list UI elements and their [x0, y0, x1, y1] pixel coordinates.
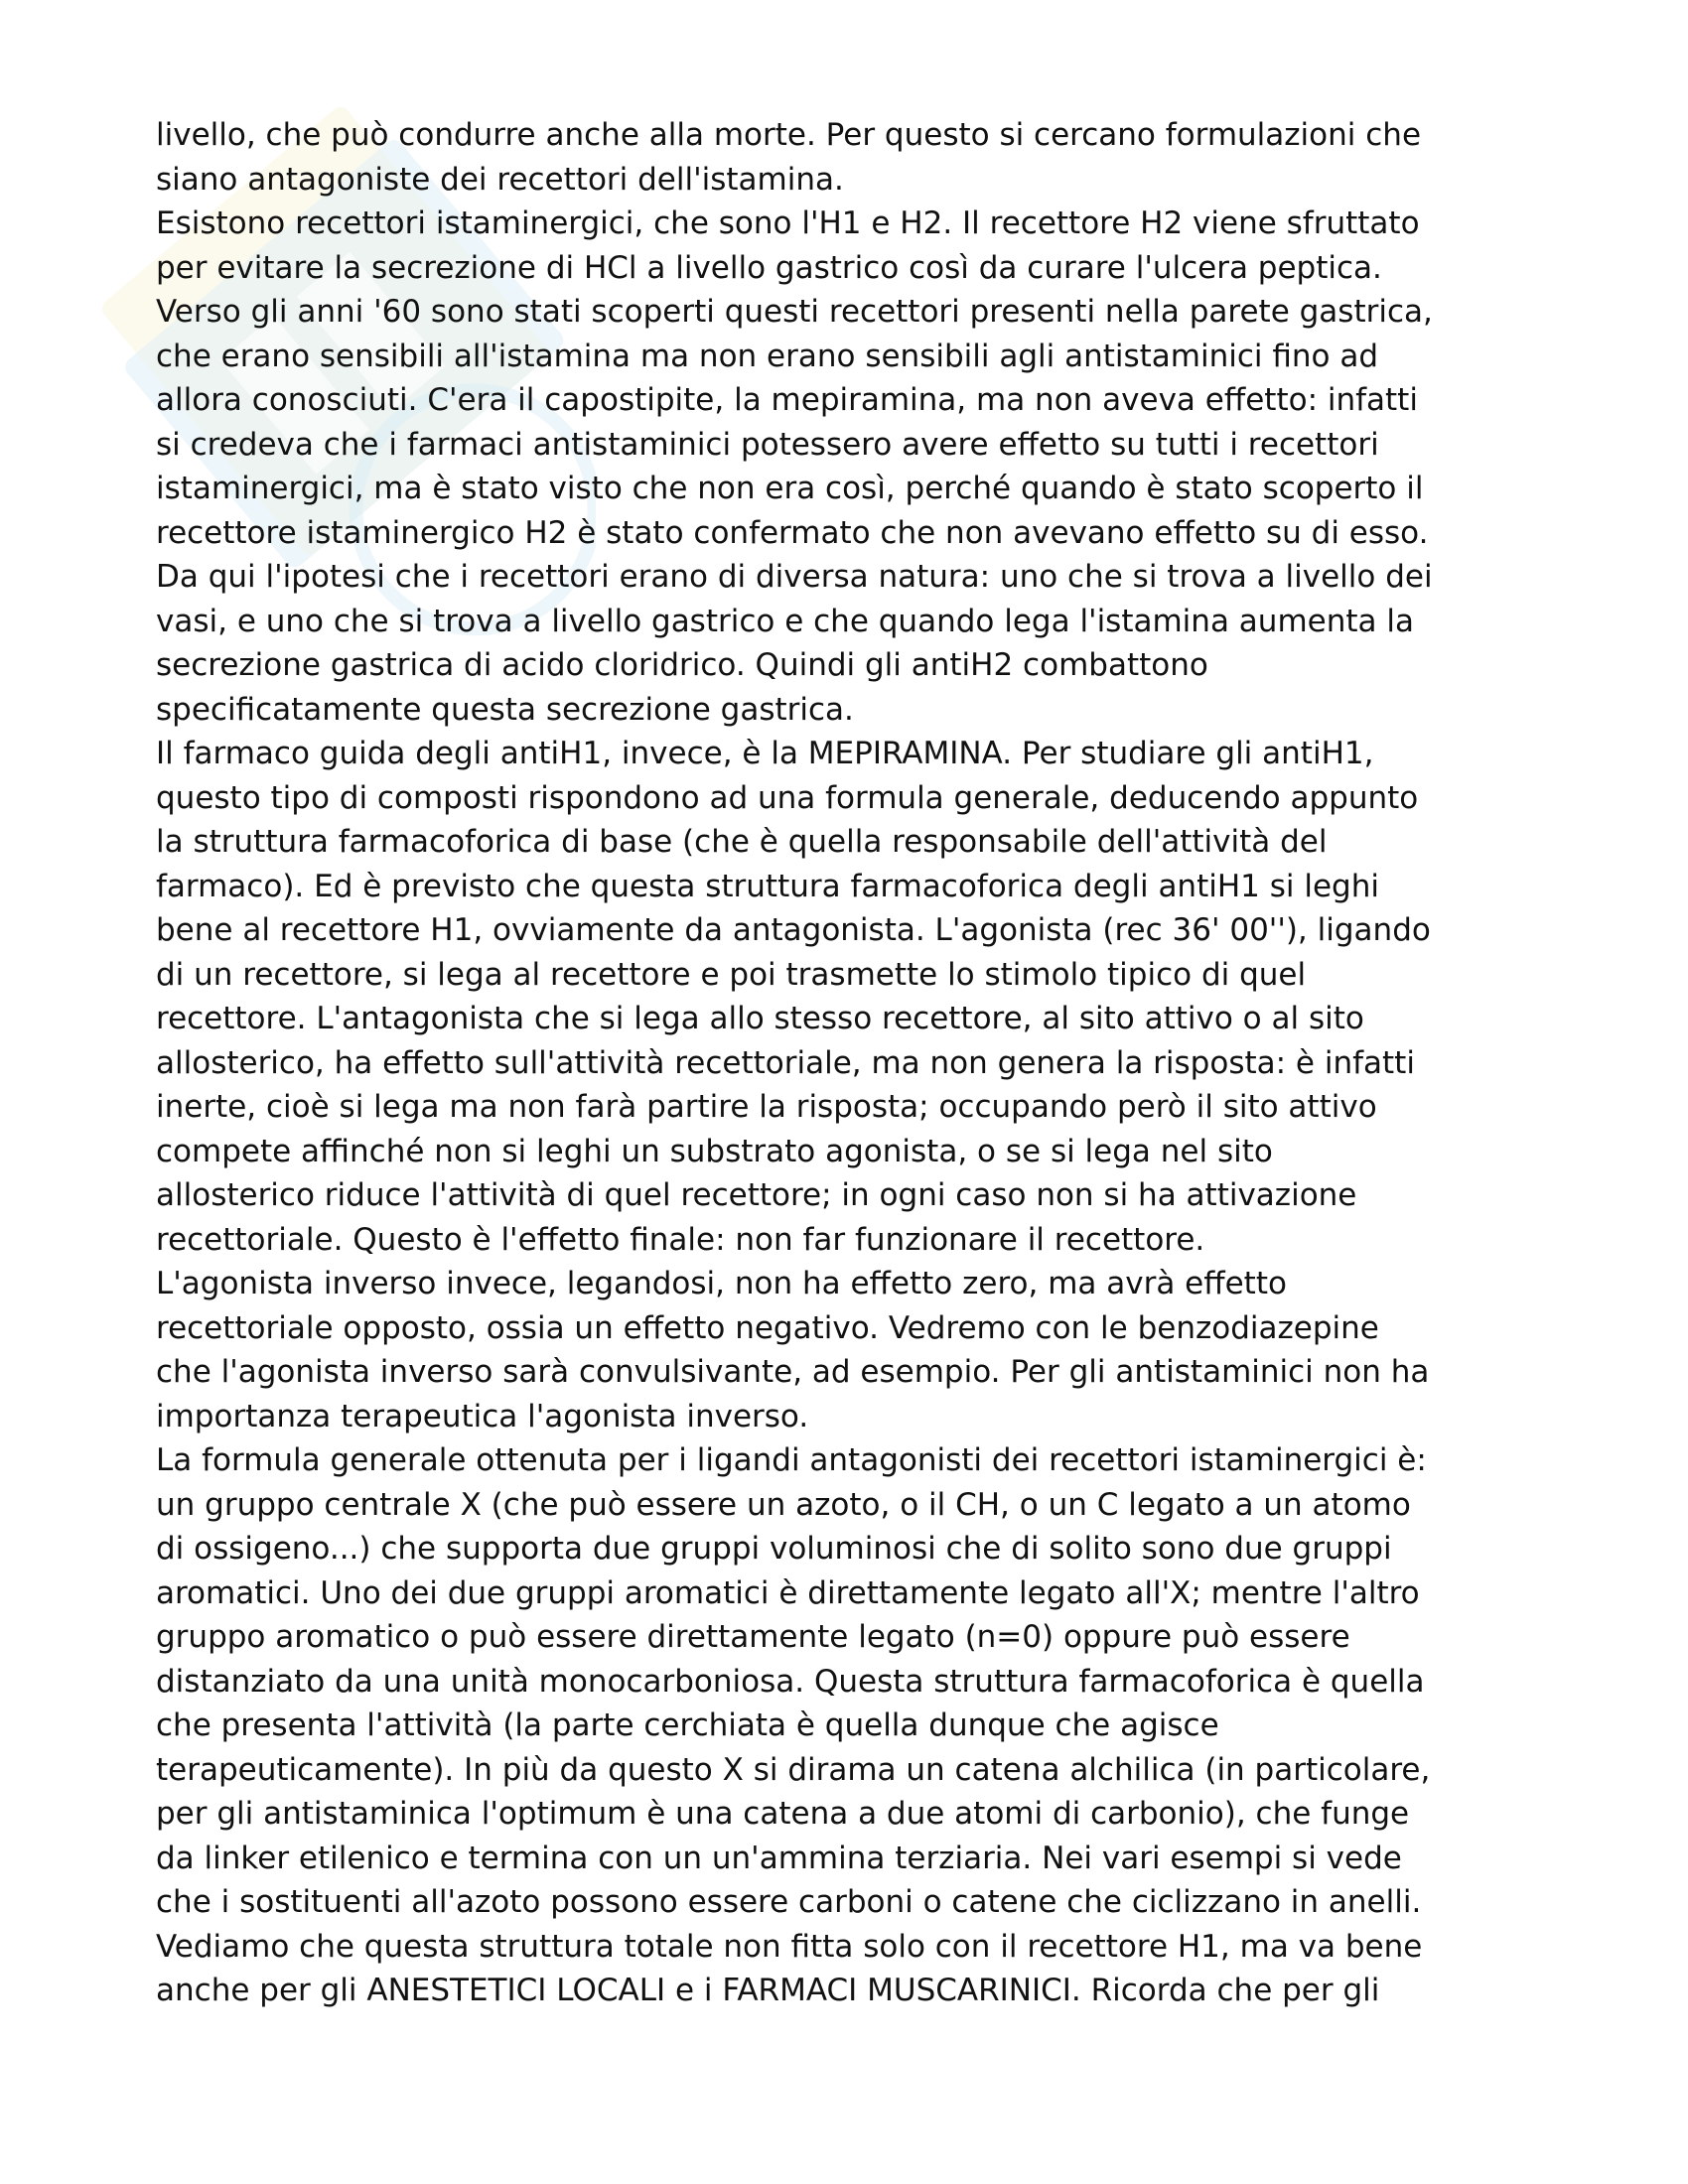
text-line: allosterico, ha effetto sull'attività recettoriale, ma non genera la risposta: è infatti — [156, 1044, 1415, 1081]
text-line: vasi, e uno che si trova a livello gastrico e che quando lega l'istamina aumenta la — [156, 603, 1414, 639]
text-line: specificatamente questa secrezione gastrica. — [156, 691, 854, 728]
text-line: per gli antistaminica l'optimum è una catena a due atomi di carbonio), che funge — [156, 1796, 1410, 1832]
text-line: gruppo aromatico o può essere direttamente legato (n=0) oppure può essere — [156, 1619, 1350, 1655]
text-line: di un recettore, si lega al recettore e poi trasmette lo stimolo tipico di quel — [156, 956, 1307, 993]
text-line: recettoriale opposto, ossia un effetto negativo. Vedremo con le benzodiazepine — [156, 1309, 1379, 1346]
text-line: recettoriale. Questo è l'effetto finale: non far funzionare il recettore. — [156, 1221, 1205, 1258]
text-line: secrezione gastrica di acido cloridrico. Quindi gli antiH2 combattono — [156, 647, 1208, 683]
text-line: che l'agonista inverso sarà convulsivante, ad esempio. Per gli antistaminici non ha — [156, 1354, 1430, 1390]
text-line: importanza terapeutica l'agonista inverso. — [156, 1398, 809, 1434]
text-line: un gruppo centrale X (che può essere un azoto, o il CH, o un C legato a un atomo — [156, 1486, 1411, 1523]
text-line: che i sostituenti all'azoto possono essere carboni o catene che ciclizzano in anelli. — [156, 1884, 1422, 1920]
text-line: Vediamo che questa struttura totale non fitta solo con il recettore H1, ma va bene — [156, 1928, 1423, 1965]
body-text — [156, 113, 1546, 2013]
text-line: che presenta l'attività (la parte cerchiata è quella dunque che agisce — [156, 1707, 1219, 1743]
text-line: bene al recettore H1, ovviamente da antagonista. L'agonista (rec 36' 00''), ligando — [156, 912, 1431, 948]
text-line: questo tipo di composti rispondono ad una formula generale, deducendo appunto — [156, 779, 1419, 816]
text-line: compete affinché non si leghi un substrato agonista, o se si lega nel sito — [156, 1133, 1273, 1169]
text-line: di ossigeno...) che supporta due gruppi voluminosi che di solito sono due gruppi — [156, 1531, 1392, 1567]
text-line: Esistono recettori istaminergici, che sono l'H1 e H2. Il recettore H2 viene sfruttato — [156, 205, 1420, 241]
text-line: che erano sensibili all'istamina ma non erano sensibili agli antistaminici fino ad — [156, 338, 1379, 374]
text-line: distanziato da una unità monocarboniosa. Questa struttura farmacoforica è quella — [156, 1663, 1425, 1700]
text-line: farmaco). Ed è previsto che questa struttura farmacoforica degli antiH1 si leghi — [156, 868, 1379, 904]
text-line: La formula generale ottenuta per i ligandi antagonisti dei recettori istaminergici è: — [156, 1442, 1427, 1478]
text-line: istaminergici, ma è stato visto che non era così, perché quando è stato scoperto il — [156, 471, 1424, 506]
text-line: aromatici. Uno dei due gruppi aromatici è direttamente legato all'X; mentre l'altro — [156, 1574, 1420, 1611]
text-line: livello, che può condurre anche alla morte. Per questo si cercano formulazioni che — [156, 117, 1422, 153]
text-line: allora conosciuti. C'era il capostipite, la mepiramina, ma non aveva effetto: infatti — [156, 382, 1418, 418]
text-line: Verso gli anni '60 sono stati scoperti questi recettori presenti nella parete gastrica, — [156, 294, 1433, 330]
text-line: anche per gli ANESTETICI LOCALI e i FARMACI MUSCARINICI. Ricorda che per gli — [156, 1973, 1380, 2008]
text-line: per evitare la secrezione di HCl a livello gastrico così da curare l'ulcera peptica. — [156, 249, 1382, 286]
text-line: Il farmaco guida degli antiH1, invece, è la MEPIRAMINA. Per studiare gli antiH1, — [156, 736, 1374, 771]
text-line: si credeva che i farmaci antistaminici potessero avere effetto su tutti i recettori — [156, 426, 1379, 463]
text-line: terapeuticamente). In più da questo X si dirama un catena alchilica (in particolare, — [156, 1751, 1431, 1788]
text-line: recettore istaminergico H2 è stato confermato che non avevano effetto su di esso. — [156, 514, 1429, 551]
text-line: da linker etilenico e termina con un un'ammina terziaria. Nei vari esempi si vede — [156, 1840, 1402, 1876]
text-line: Da qui l'ipotesi che i recettori erano di diversa natura: uno che si trova a livello dei — [156, 559, 1433, 595]
text-line: inerte, cioè si lega ma non farà partire la risposta; occupando però il sito attivo — [156, 1089, 1377, 1125]
text-line: L'agonista inverso invece, legandosi, non ha effetto zero, ma avrà effetto — [156, 1266, 1287, 1301]
text-line: recettore. L'antagonista che si lega allo stesso recettore, al sito attivo o al sito — [156, 1001, 1364, 1036]
text-line: allosterico riduce l'attività di quel recettore; in ogni caso non si ha attivazione — [156, 1177, 1357, 1213]
text-line: siano antagoniste dei recettori dell'istamina. — [156, 161, 844, 198]
text-line: la struttura farmacoforica di base (che è quella responsabile dell'attività del — [156, 824, 1328, 860]
